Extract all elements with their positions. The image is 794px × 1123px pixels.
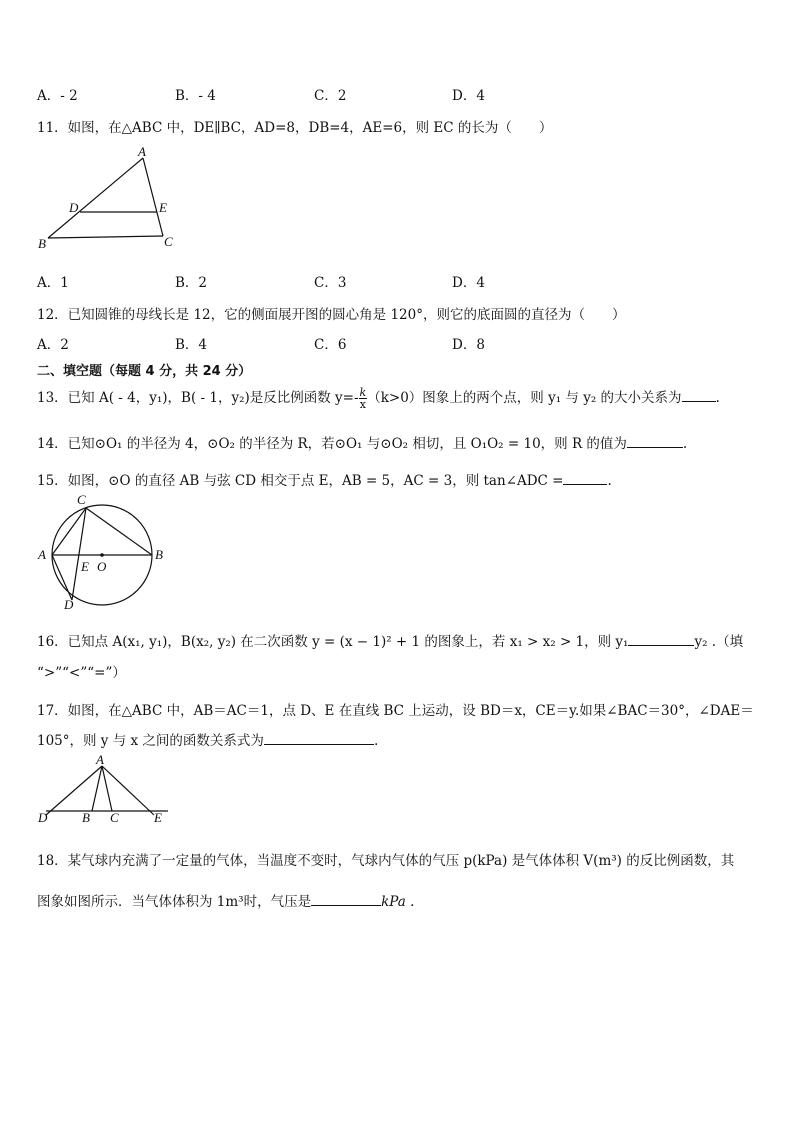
q13-answer-blank[interactable] xyxy=(682,388,716,402)
q10-option-d: D．4 xyxy=(452,88,485,104)
q11-side-ab xyxy=(48,158,143,238)
q11-label-b: B xyxy=(38,236,46,251)
q11-option-a: A．1 xyxy=(37,275,69,291)
q15-chord-ad xyxy=(52,555,72,600)
q15-center-dot xyxy=(100,553,104,557)
q16-line xyxy=(37,630,743,650)
q16-answer-blank[interactable] xyxy=(628,632,694,646)
q13-text-post: （k>0）图象上的两个点，则 y₁ 与 y₂ 的大小关系为 xyxy=(367,390,682,406)
q13-fraction-denominator: x xyxy=(359,398,366,411)
q14-answer-blank[interactable] xyxy=(627,434,683,448)
q15-label-o: O xyxy=(97,559,107,574)
q17-triangle-figure xyxy=(36,752,176,828)
q13-line xyxy=(37,386,720,410)
q15-chord-cd xyxy=(72,508,86,600)
q16-mid: y₂ .（填 xyxy=(694,634,744,650)
q12-text: 12．已知圆锥的母线长是 12，它的侧面展开图的圆心角是 120°，则它的底面圆的直径为（ ） xyxy=(37,307,626,323)
q17-answer-blank[interactable] xyxy=(264,731,374,745)
q18-line1: 18．某气球内充满了一定量的气体，当温度不变时，气球内气体的气压 p(kPa) 是气体体积 V(m³) 的反比例函数，其 xyxy=(37,853,735,869)
q13-text-pre: 13．已知 A( - 4，y₁)，B( - 1，y₂)是反比例函数 y=- xyxy=(37,390,359,406)
section-fill-in-heading: 二、填空题（每题 4 分，共 24 分） xyxy=(37,364,252,379)
q11-option-c: C．3 xyxy=(314,275,347,291)
q12-option-d: D．8 xyxy=(452,337,485,353)
q10-option-b: B．- 4 xyxy=(175,88,216,104)
q11-text: 11．如图，在△ABC 中，DE∥BC，AD=8，DB=4，AE=6，则 EC 的长为（ ） xyxy=(37,120,553,136)
q15-end: . xyxy=(607,473,612,489)
q15-label-e: E xyxy=(81,559,89,574)
q17-segment-ae xyxy=(102,766,154,815)
q15-label-d: D xyxy=(64,597,74,612)
q17-line2: 105°，则 y 与 x 之间的函数关系式为 xyxy=(37,733,264,749)
q17-label-a: A xyxy=(96,752,104,767)
q18-line2-wrap xyxy=(37,890,414,910)
q14-text: 14．已知⊙O₁ 的半径为 4，⊙O₂ 的半径为 R，若⊙O₁ 与⊙O₂ 相切，且 O₁O₂ = 10，则 R 的值为 xyxy=(37,436,627,452)
q11-label-e: E xyxy=(159,200,167,215)
q11-triangle-figure xyxy=(34,140,184,255)
q16-line2: “>”“<”“=”） xyxy=(37,665,126,681)
q15-label-a: A xyxy=(38,547,46,562)
q11-label-d: D xyxy=(69,200,79,215)
q11-side-bc xyxy=(48,236,163,238)
q13-end: . xyxy=(715,390,720,406)
q11-option-d: D．4 xyxy=(452,275,485,291)
q15-label-b: B xyxy=(155,547,163,562)
q16-text: 16．已知点 A(x₁, y₁)，B(x₂, y₂) 在二次函数 y = (x − 1)² + 1 的图象上，若 x₁ > x₂ > 1，则 y₁ xyxy=(37,634,629,650)
q14-end: . xyxy=(682,436,688,452)
q18-end: kPa . xyxy=(381,894,415,910)
q10-option-c: C．2 xyxy=(314,88,347,104)
q17-label-b: B xyxy=(82,810,90,825)
q15-chord-cb xyxy=(86,508,152,555)
q12-option-b: B．4 xyxy=(175,337,208,353)
q11-label-c: C xyxy=(164,234,173,249)
q17-segment-ac xyxy=(102,766,112,811)
q11-label-a: A xyxy=(138,144,146,159)
q13-fraction xyxy=(359,387,368,410)
q13-fraction-numerator: k xyxy=(359,386,367,399)
q15-label-c: C xyxy=(77,492,86,507)
q15-chord-ac xyxy=(52,508,86,555)
q17-segment-ad xyxy=(46,766,102,815)
q15-line xyxy=(37,469,612,489)
q17-label-e: E xyxy=(154,810,162,825)
q11-side-ac xyxy=(143,158,163,236)
q12-option-c: C．6 xyxy=(314,337,347,353)
q17-label-c: C xyxy=(110,810,119,825)
q15-circle-figure xyxy=(34,492,174,614)
q11-option-b: B．2 xyxy=(175,275,208,291)
q14-line xyxy=(37,432,687,452)
q17-end: . xyxy=(373,733,379,749)
q18-line2: 图象如图所示．当气体体积为 1m³时，气压是 xyxy=(37,894,312,910)
q17-line2-wrap xyxy=(37,729,378,749)
q17-line1: 17．如图，在△ABC 中，AB＝AC＝1，点 D、E 在直线 BC 上运动，设 BD＝x，CE＝y.如果∠BAC＝30°，∠DAE＝ xyxy=(37,703,754,719)
q10-option-a: A．- 2 xyxy=(37,88,78,104)
q15-text: 15．如图，⊙O 的直径 AB 与弦 CD 相交于点 E，AB = 5，AC = 3，则 tan∠ADC = xyxy=(37,473,564,489)
q15-answer-blank[interactable] xyxy=(563,471,607,485)
q12-option-a: A．2 xyxy=(37,337,69,353)
q17-label-d: D xyxy=(38,810,48,825)
q18-answer-blank[interactable] xyxy=(311,892,381,906)
